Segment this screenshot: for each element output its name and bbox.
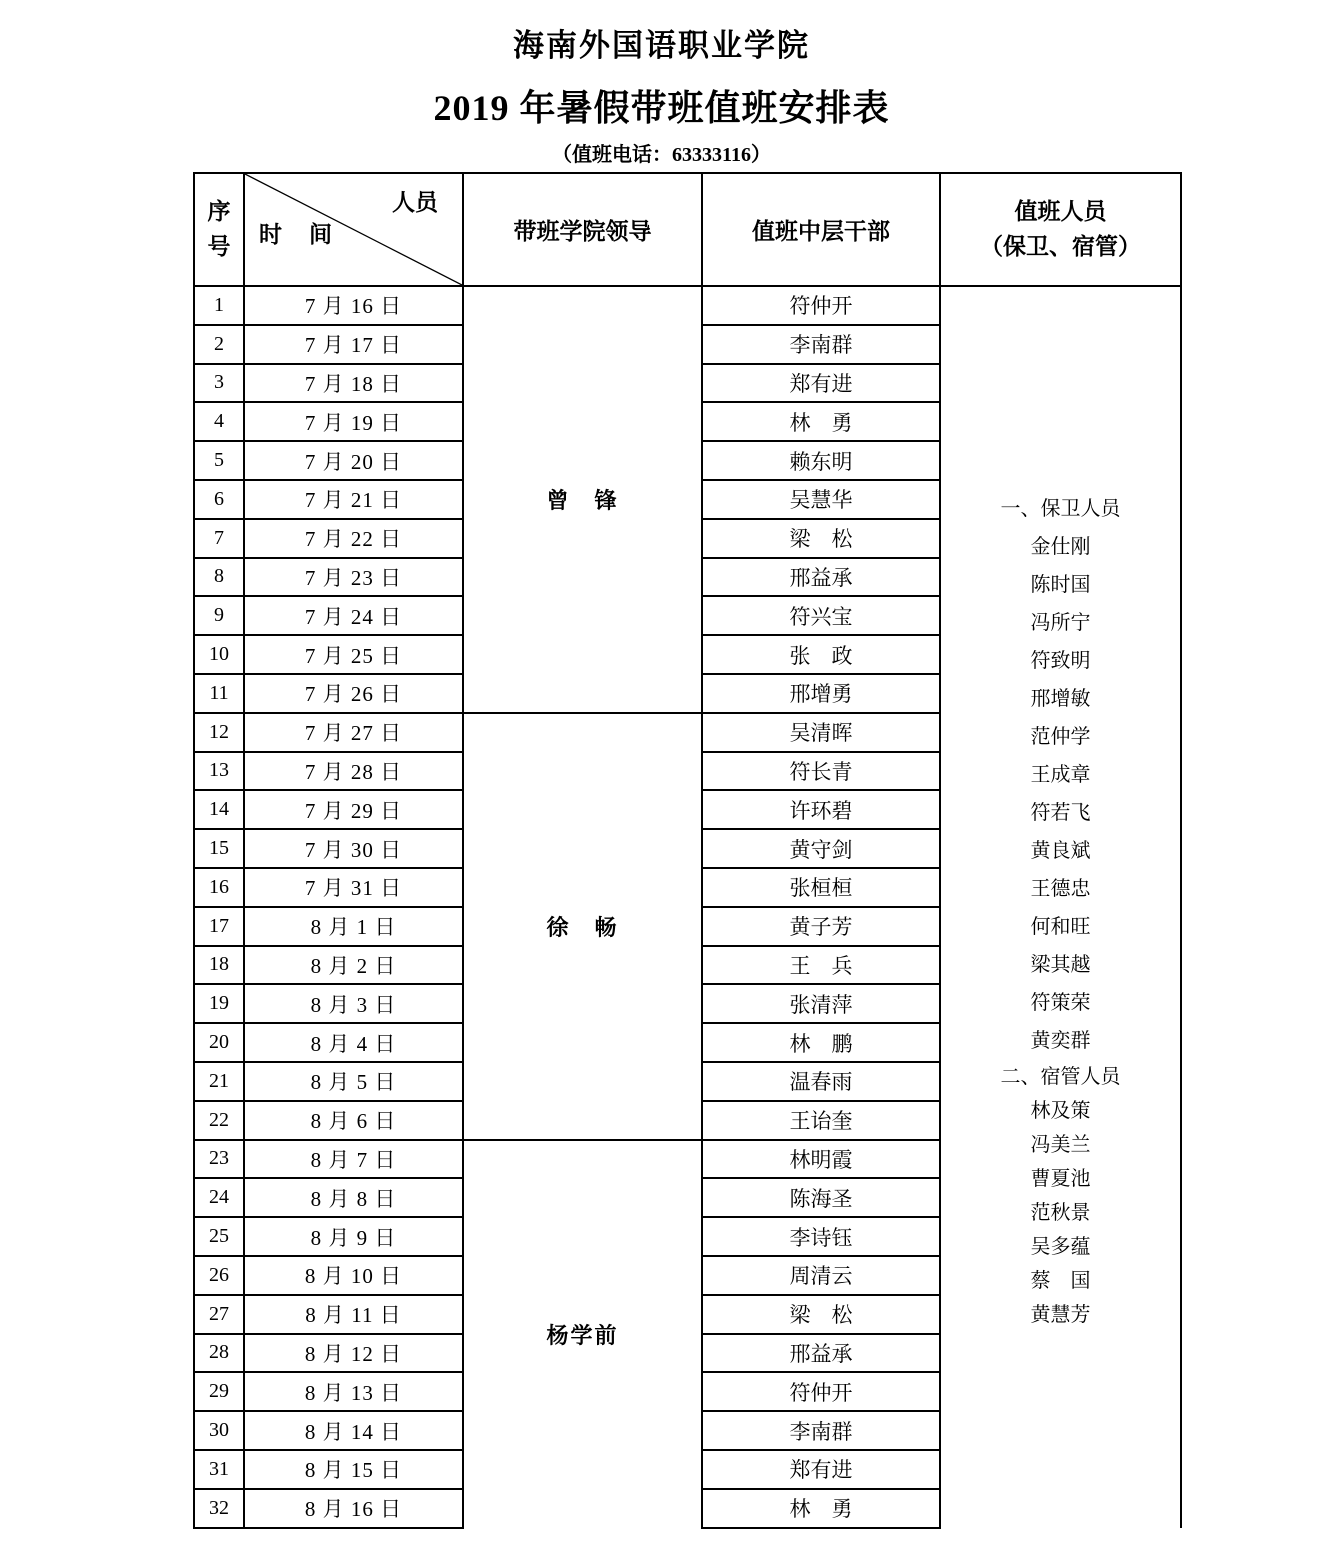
cadre-name: 林 勇 xyxy=(702,402,940,441)
col-header-leader: 带班学院领导 xyxy=(463,173,702,286)
duty-date: 7 月 25 日 xyxy=(244,635,463,674)
cadre-name: 郑有进 xyxy=(702,1450,940,1489)
personnel-name: 金仕刚 xyxy=(1030,535,1091,558)
duty-date: 8 月 5 日 xyxy=(244,1062,463,1101)
cadre-name: 李南群 xyxy=(702,1411,940,1450)
header-row xyxy=(194,173,1181,286)
document-title: 海南外国语职业学院 xyxy=(513,28,810,63)
duty-date: 8 月 7 日 xyxy=(244,1140,463,1179)
row-number: 21 xyxy=(194,1062,244,1101)
col-header-number: 序 号 xyxy=(194,173,244,286)
cadre-name: 周清云 xyxy=(702,1256,940,1295)
table-body xyxy=(194,286,1181,1528)
cadre-name: 林明霞 xyxy=(702,1140,940,1179)
row-number: 25 xyxy=(194,1217,244,1256)
duty-date: 8 月 12 日 xyxy=(244,1334,463,1373)
row-number: 14 xyxy=(194,790,244,829)
personnel-name: 冯美兰 xyxy=(1030,1133,1091,1156)
leader-name: 杨学前 xyxy=(463,1140,702,1528)
schedule-row xyxy=(194,286,1181,325)
row-number: 18 xyxy=(194,946,244,985)
duty-date: 8 月 1 日 xyxy=(244,907,463,946)
row-number: 16 xyxy=(194,868,244,907)
duty-date: 7 月 18 日 xyxy=(244,364,463,403)
cadre-name: 张清萍 xyxy=(702,984,940,1023)
duty-date: 7 月 30 日 xyxy=(244,829,463,868)
cadre-name: 赖东明 xyxy=(702,441,940,480)
cadre-name: 邢增勇 xyxy=(702,674,940,713)
duty-date: 8 月 2 日 xyxy=(244,946,463,985)
row-number: 3 xyxy=(194,364,244,403)
row-number: 13 xyxy=(194,752,244,791)
duty-date: 7 月 31 日 xyxy=(244,868,463,907)
cadre-name: 邢益承 xyxy=(702,558,940,597)
duty-date: 8 月 16 日 xyxy=(244,1489,463,1528)
row-number: 10 xyxy=(194,635,244,674)
cadre-name: 林 勇 xyxy=(702,1489,940,1528)
personnel-name: 蔡 国 xyxy=(1030,1269,1091,1292)
row-number: 7 xyxy=(194,519,244,558)
col-header-time-person xyxy=(244,173,463,286)
duty-date: 8 月 13 日 xyxy=(244,1372,463,1411)
personnel-name: 梁其越 xyxy=(1030,953,1091,976)
duty-phone: （值班电话：63333116） xyxy=(552,144,771,166)
personnel-name: 冯所宁 xyxy=(1030,611,1091,634)
row-number: 8 xyxy=(194,558,244,597)
row-number: 29 xyxy=(194,1372,244,1411)
cadre-name: 吴清晖 xyxy=(702,713,940,752)
personnel-name: 黄良斌 xyxy=(1030,839,1091,862)
duty-date: 8 月 4 日 xyxy=(244,1023,463,1062)
personnel-name: 邢增敏 xyxy=(1030,687,1091,710)
row-number: 11 xyxy=(194,674,244,713)
leader-name: 曾 锋 xyxy=(463,286,702,713)
cadre-name: 张桓桓 xyxy=(702,868,940,907)
duty-header-line2: （保卫、宿管） xyxy=(980,233,1141,259)
duty-date: 8 月 14 日 xyxy=(244,1411,463,1450)
personnel-name: 王德忠 xyxy=(1030,877,1091,900)
col-header-cadre: 值班中层干部 xyxy=(702,173,940,286)
cadre-name: 李诗钰 xyxy=(702,1217,940,1256)
col-header-duty-personnel xyxy=(940,173,1181,286)
cadre-name: 王诒奎 xyxy=(702,1101,940,1140)
row-number: 24 xyxy=(194,1178,244,1217)
dorm-personnel-section xyxy=(941,1060,1180,1332)
cadre-name: 郑有进 xyxy=(702,364,940,403)
personnel-name: 王成章 xyxy=(1030,763,1091,786)
row-number: 4 xyxy=(194,402,244,441)
duty-date: 7 月 16 日 xyxy=(244,286,463,325)
personnel-name: 范仲学 xyxy=(1030,725,1091,748)
row-number: 27 xyxy=(194,1295,244,1334)
duty-date: 7 月 27 日 xyxy=(244,713,463,752)
diagonal-label-time: 时 间 xyxy=(259,222,334,247)
duty-date: 7 月 20 日 xyxy=(244,441,463,480)
personnel-name: 符若飞 xyxy=(1030,801,1091,824)
row-number: 1 xyxy=(194,286,244,325)
row-number: 12 xyxy=(194,713,244,752)
cadre-name: 张 政 xyxy=(702,635,940,674)
duty-date: 7 月 22 日 xyxy=(244,519,463,558)
duty-header-line1: 值班人员 xyxy=(1014,199,1107,224)
duty-date: 8 月 9 日 xyxy=(244,1217,463,1256)
personnel-name: 符策荣 xyxy=(1030,991,1091,1014)
duty-date: 8 月 8 日 xyxy=(244,1178,463,1217)
row-number: 26 xyxy=(194,1256,244,1295)
duty-date: 7 月 28 日 xyxy=(244,752,463,791)
duty-date: 7 月 17 日 xyxy=(244,325,463,364)
cadre-name: 吴慧华 xyxy=(702,480,940,519)
cadre-name: 温春雨 xyxy=(702,1062,940,1101)
cadre-name: 符仲开 xyxy=(702,286,940,325)
personnel-name: 黄奕群 xyxy=(1030,1029,1091,1052)
duty-date: 7 月 19 日 xyxy=(244,402,463,441)
row-number: 9 xyxy=(194,596,244,635)
row-number: 20 xyxy=(194,1023,244,1062)
security-personnel-section xyxy=(941,483,1180,1060)
cadre-name: 邢益承 xyxy=(702,1334,940,1373)
duty-date: 8 月 10 日 xyxy=(244,1256,463,1295)
diagonal-label-person: 人员 xyxy=(392,190,438,215)
row-number: 5 xyxy=(194,441,244,480)
cadre-name: 王 兵 xyxy=(702,946,940,985)
row-number: 6 xyxy=(194,480,244,519)
personnel-section-heading: 一、保卫人员 xyxy=(1000,497,1121,520)
duty-date: 7 月 21 日 xyxy=(244,480,463,519)
cadre-name: 黄子芳 xyxy=(702,907,940,946)
cadre-name: 符仲开 xyxy=(702,1372,940,1411)
cadre-name: 符长青 xyxy=(702,752,940,791)
personnel-name: 吴多蕴 xyxy=(1030,1235,1091,1258)
duty-date: 7 月 26 日 xyxy=(244,674,463,713)
duty-date: 8 月 3 日 xyxy=(244,984,463,1023)
personnel-name: 曹夏池 xyxy=(1030,1167,1091,1190)
cadre-name: 陈海圣 xyxy=(702,1178,940,1217)
row-number: 15 xyxy=(194,829,244,868)
cadre-name: 梁 松 xyxy=(702,1295,940,1334)
personnel-name: 何和旺 xyxy=(1030,915,1091,938)
row-number: 17 xyxy=(194,907,244,946)
row-number: 31 xyxy=(194,1450,244,1489)
cadre-name: 黄守剑 xyxy=(702,829,940,868)
cadre-name: 李南群 xyxy=(702,325,940,364)
cadre-name: 梁 松 xyxy=(702,519,940,558)
cadre-name: 许环碧 xyxy=(702,790,940,829)
row-number: 28 xyxy=(194,1334,244,1373)
row-number: 32 xyxy=(194,1489,244,1528)
table-header xyxy=(194,173,1181,286)
duty-date: 8 月 11 日 xyxy=(244,1295,463,1334)
row-number: 2 xyxy=(194,325,244,364)
cadre-name: 林 鹏 xyxy=(702,1023,940,1062)
duty-date: 7 月 24 日 xyxy=(244,596,463,635)
row-number: 19 xyxy=(194,984,244,1023)
duty-schedule-table xyxy=(193,172,1182,1529)
personnel-name: 范秋景 xyxy=(1030,1201,1091,1224)
row-number: 23 xyxy=(194,1140,244,1179)
personnel-name: 符致明 xyxy=(1030,649,1091,672)
duty-date: 8 月 15 日 xyxy=(244,1450,463,1489)
personnel-name: 陈时国 xyxy=(1030,573,1091,596)
personnel-name: 黄慧芳 xyxy=(1030,1303,1091,1326)
personnel-section-heading: 二、宿管人员 xyxy=(1000,1065,1121,1088)
duty-personnel-cell xyxy=(940,286,1181,1528)
document-subtitle: 2019 年暑假带班值班安排表 xyxy=(433,88,890,128)
duty-date: 7 月 29 日 xyxy=(244,790,463,829)
leader-name: 徐 畅 xyxy=(463,713,702,1140)
row-number: 30 xyxy=(194,1411,244,1450)
personnel-name: 林及策 xyxy=(1030,1099,1091,1122)
cadre-name: 符兴宝 xyxy=(702,596,940,635)
row-number: 22 xyxy=(194,1101,244,1140)
duty-date: 7 月 23 日 xyxy=(244,558,463,597)
duty-date: 8 月 6 日 xyxy=(244,1101,463,1140)
